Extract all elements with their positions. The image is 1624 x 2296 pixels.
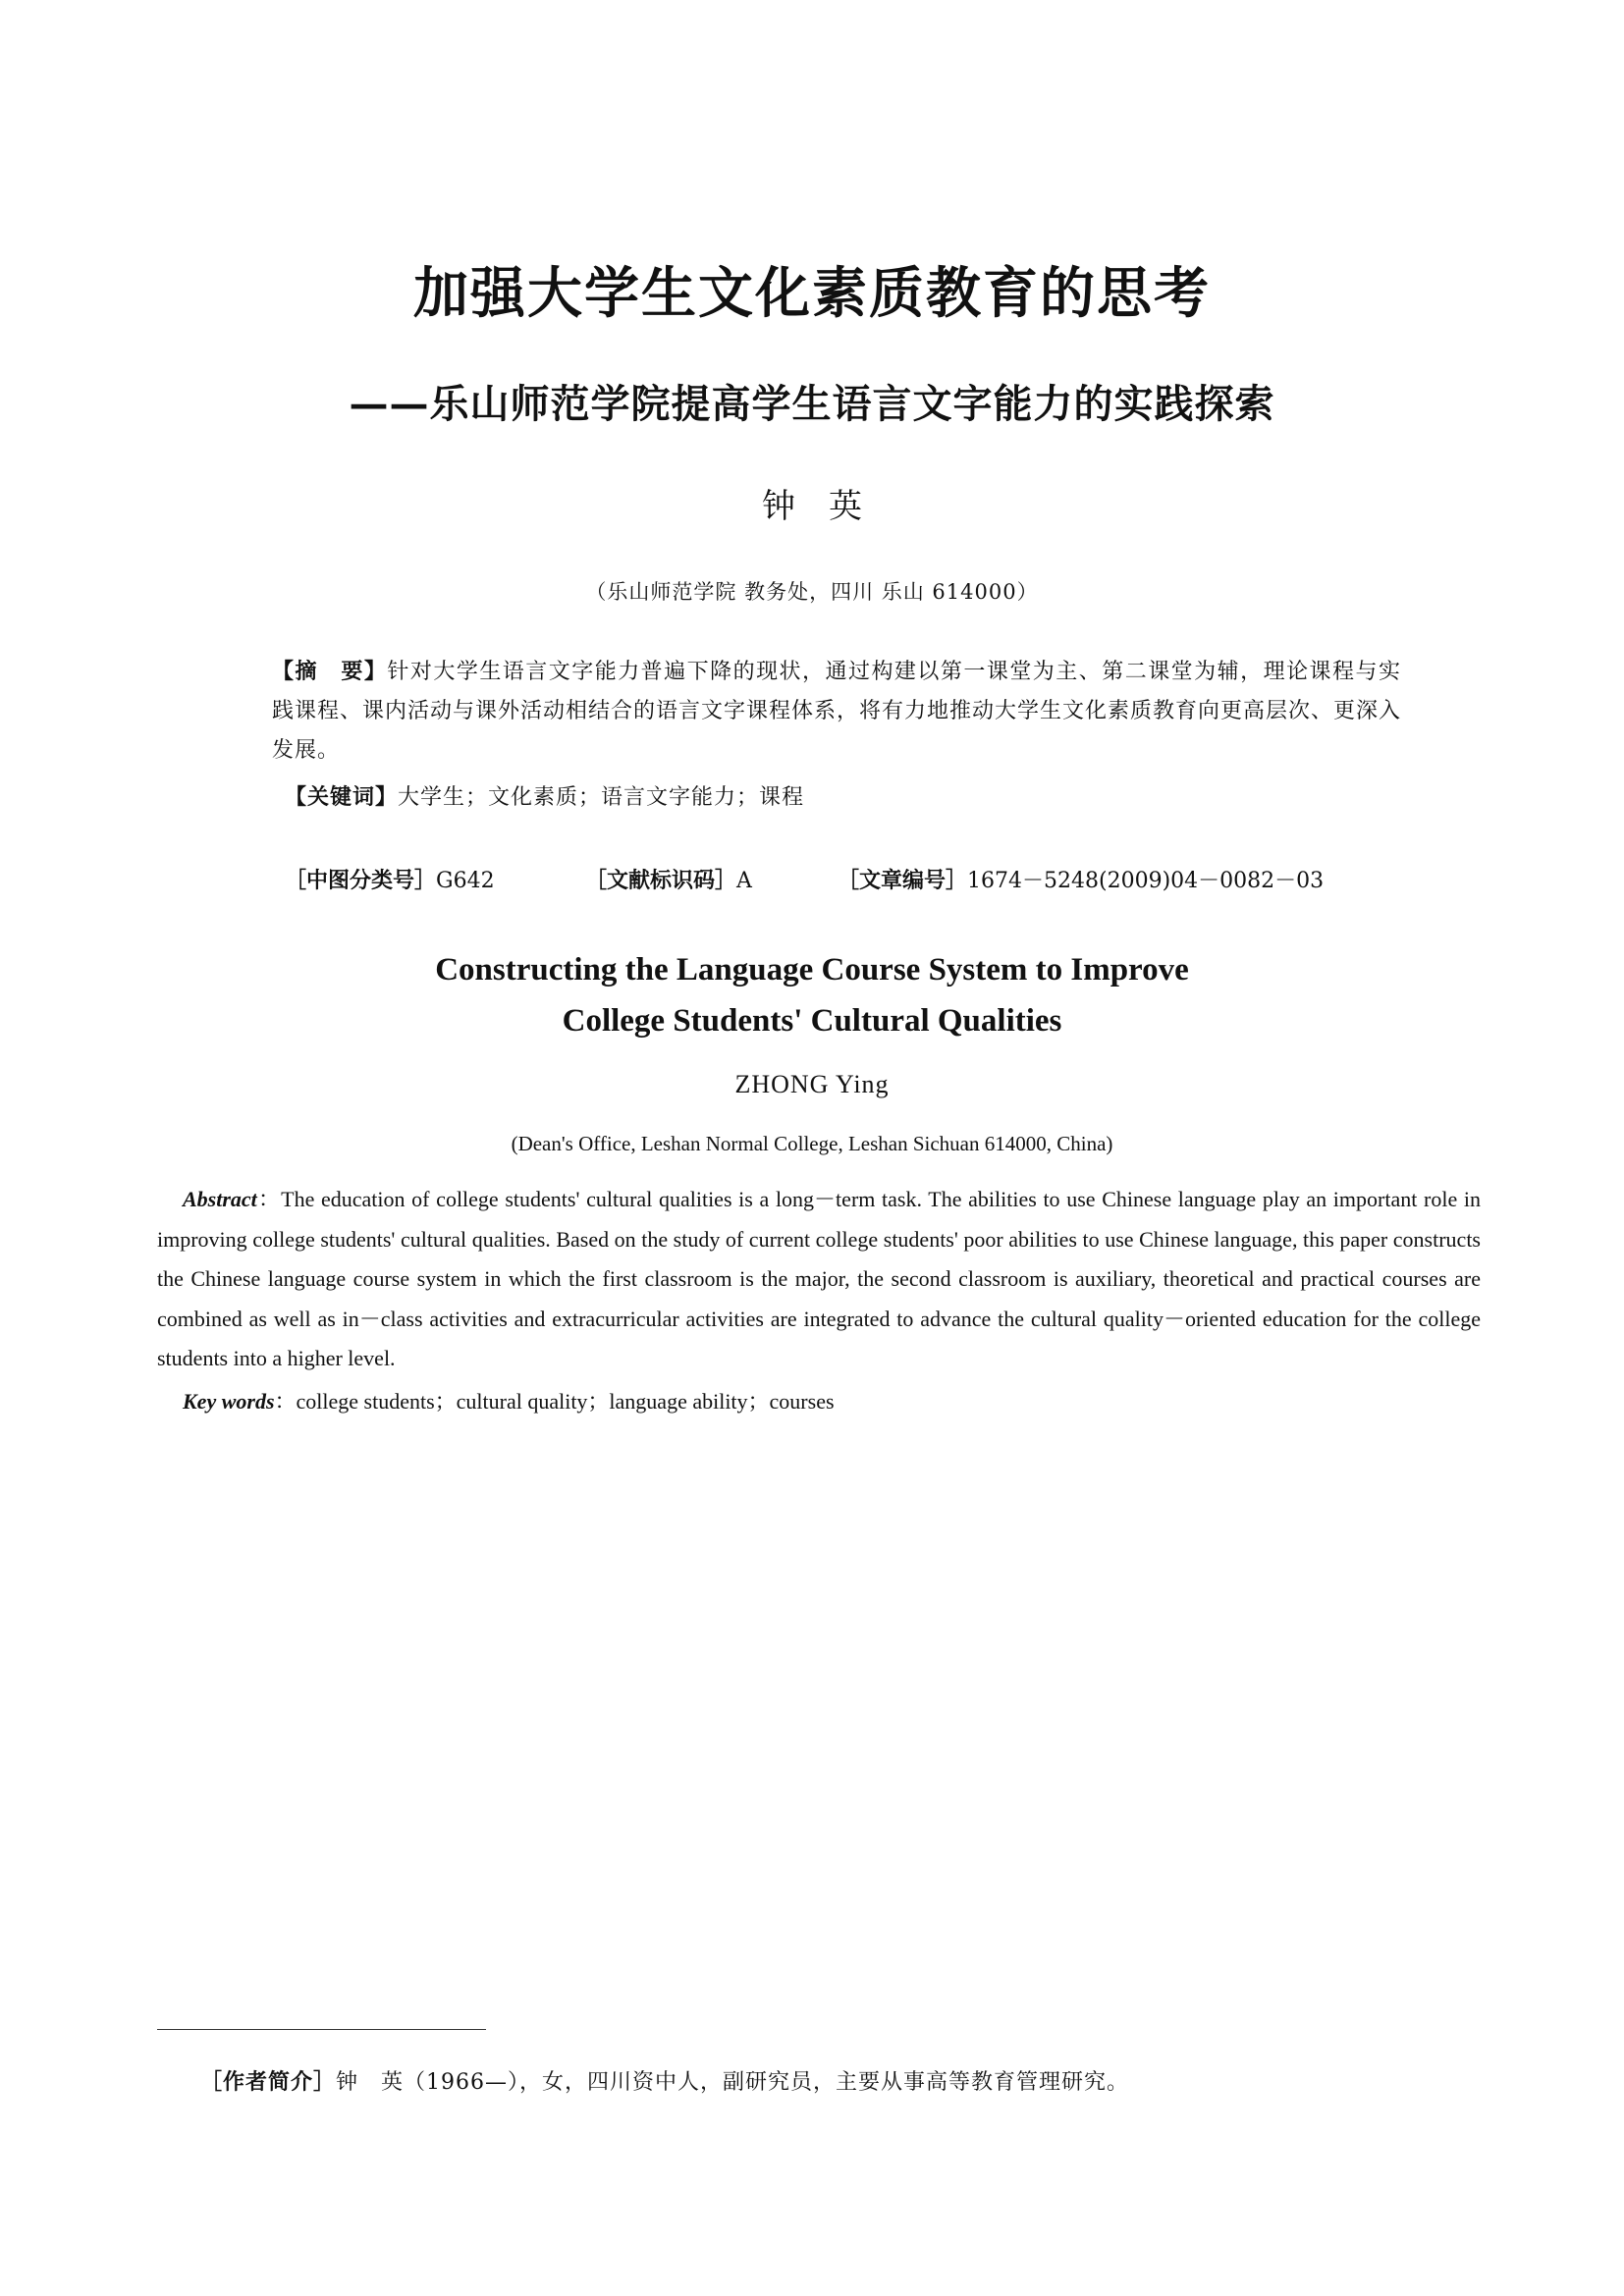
document-code	[585, 864, 752, 899]
keywords-en-label: Key words	[183, 1389, 275, 1414]
keywords-cn-text: 大学生；文化素质；语言文字能力；课程	[398, 785, 805, 810]
clc-value: G642	[436, 869, 495, 893]
paper-title-en-line2: College Students' Cultural Qualities	[562, 1003, 1062, 1039]
keywords-cn	[285, 778, 1414, 818]
doc-code-label: ［文献标识码］	[585, 869, 737, 893]
footnote-label: ［作者简介］	[200, 2070, 337, 2095]
footnote-text: 钟 英（1966—），女，四川资中人，副研究员，主要从事高等教育管理研究。	[336, 2070, 1130, 2095]
paper-title-cn: 加强大学生文化素质教育的思考	[413, 261, 1211, 326]
paper-title-en	[0, 944, 1624, 1046]
clc-label: ［中图分类号］	[285, 869, 437, 893]
clc-number	[285, 864, 495, 899]
article-number	[838, 864, 1324, 899]
paper-title-en-line1: Constructing the Language Course System to Improve	[435, 952, 1189, 988]
abstract-en	[157, 1180, 1481, 1379]
author-name-en: ZHONG Ying	[734, 1070, 890, 1098]
abstract-en-label: Abstract	[183, 1187, 257, 1211]
author-footnote	[200, 2065, 1477, 2101]
article-number-label: ［文章编号］	[838, 869, 968, 893]
abstract-cn-label: 【摘 要】	[272, 660, 388, 684]
keywords-en-text: ：college students；cultural quality；language ability；courses	[274, 1389, 835, 1414]
article-number-value: 1674－5248(2009)04－0082－03	[967, 869, 1325, 893]
footnote-divider	[157, 2029, 486, 2030]
author-name-cn: 钟 英	[762, 487, 862, 526]
paper-subtitle-cn: ——乐山师范学院提高学生语言文字能力的实践探索	[349, 381, 1275, 427]
keywords-en	[183, 1382, 1479, 1421]
abstract-cn	[272, 653, 1401, 771]
keywords-cn-label: 【关键词】	[285, 785, 399, 810]
affiliation-cn: （乐山师范学院 教务处，四川 乐山 614000）	[585, 580, 1039, 604]
abstract-en-text: ：The education of college students' cultural qualities is a long－term task. The abilities to use Chinese language play an important role in improving college students' cultural qualities. Based on the study of current college students' poor abilities to use Chinese language, this paper constructs the Chinese language course system in which the first classroom is the major, the second classroom is auxiliary, theoretical and practical courses are combined as well as in－class activities and extracurricular activities are integrated to advance the cultural quality－oriented education for the college students into a higher level.	[157, 1187, 1481, 1370]
affiliation-en: (Dean's Office, Leshan Normal College, Leshan Sichuan 614000, China)	[511, 1132, 1113, 1155]
abstract-cn-text: 针对大学生语言文字能力普遍下降的现状，通过构建以第一课堂为主、第二课堂为辅，理论课程与实践课程、课内活动与课外活动相结合的语言文字课程体系，将有力地推动大学生文化素质教育向更高层次、更深入发展。	[272, 660, 1402, 763]
doc-code-value: A	[736, 869, 752, 893]
